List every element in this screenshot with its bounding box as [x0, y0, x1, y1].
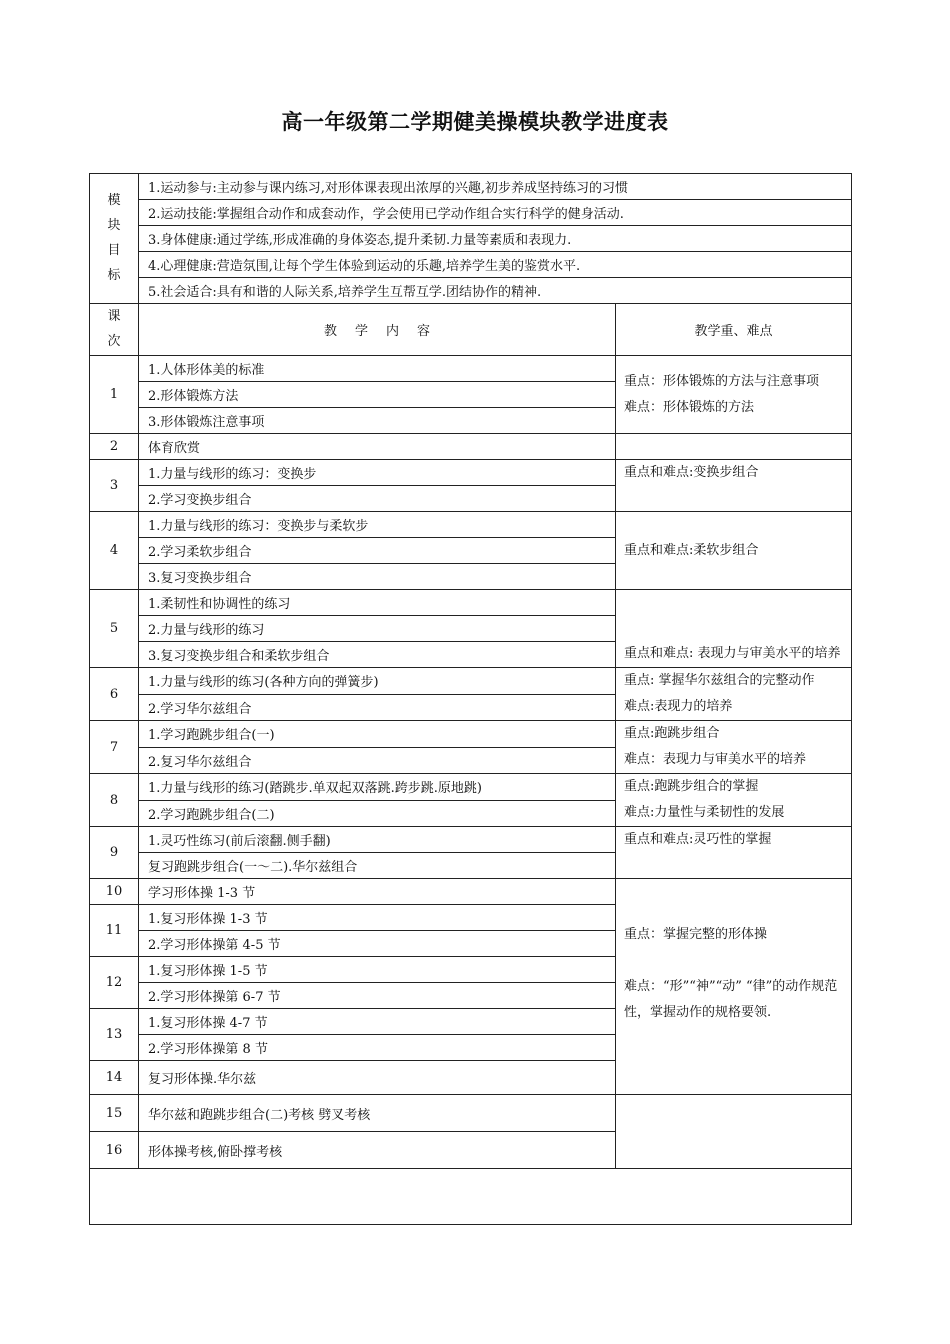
lesson-number: 6 — [90, 668, 139, 721]
lesson-content: 2.形体锻炼方法 — [139, 382, 616, 408]
content-header — [139, 304, 616, 356]
lesson-content: 体育欣赏 — [139, 434, 616, 460]
keypoints-header: 教学重、难点 — [616, 304, 852, 356]
spacer — [624, 948, 843, 974]
difficult-point: 难点：“形”“神”“动” “律”的动作规范性，掌握动作的规格要领. — [624, 978, 838, 1020]
lesson-content: 2.学习形体操第 8 节 — [139, 1035, 616, 1061]
difficult-point: 难点:力量性与柔韧性的发展 — [624, 805, 785, 820]
lesson-content: 2.学习变换步组合 — [139, 486, 616, 512]
keypoints-cell — [616, 356, 852, 434]
lesson-content: 3.复习变换步组合和柔软步组合 — [139, 642, 616, 668]
blank-row — [90, 1169, 852, 1225]
goals-label-char: 模 — [107, 193, 121, 208]
lesson-content: 2.力量与线形的练习 — [139, 616, 616, 642]
lesson-number: 12 — [90, 957, 139, 1009]
lesson-number: 3 — [90, 460, 139, 512]
lesson-content: 1.学习跑跳步组合(一) — [139, 721, 616, 748]
keypoints-cell: 重点和难点:灵巧性的掌握 — [616, 827, 852, 879]
lesson-content: 1.力量与线形的练习(踏跳步.单双起双落跳.跨步跳.原地跳) — [139, 774, 616, 801]
difficult-point: 难点:表现力的培养 — [624, 699, 733, 714]
goals-label-char: 目 — [107, 243, 121, 258]
goal-item: 3.身体健康:通过学练,形成准确的身体姿态,提升柔韧.力量等素质和表现力. — [139, 226, 852, 252]
goals-label-char: 标 — [107, 268, 121, 283]
lesson-content: 2.学习华尔兹组合 — [139, 694, 616, 721]
keypoints-cell-empty — [616, 434, 852, 460]
goal-item: 1.运动参与:主动参与课内练习,对形体课表现出浓厚的兴趣,初步养成坚持练习的习惯 — [139, 174, 852, 200]
lesson-content: 1.复习形体操 4-7 节 — [139, 1009, 616, 1035]
goals-label-char: 块 — [107, 218, 121, 233]
goals-label-cell — [90, 174, 139, 304]
lesson-content: 复习跑跳步组合(一～二).华尔兹组合 — [139, 853, 616, 879]
lesson-number: 14 — [90, 1061, 139, 1095]
document-title: 高一年级第二学期健美操模块教学进度表 — [281, 110, 669, 134]
lesson-number: 11 — [90, 905, 139, 957]
lesson-content: 2.学习跑跳步组合(二) — [139, 800, 616, 827]
lesson-number: 4 — [90, 512, 139, 590]
lesson-header-char: 课 — [107, 309, 121, 324]
difficult-point: 难点：表现力与审美水平的培养 — [624, 752, 807, 767]
lesson-content: 1.力量与线形的练习(各种方向的弹簧步) — [139, 668, 616, 695]
key-point: 重点: 掌握华尔兹组合的完整动作 — [624, 673, 815, 688]
key-point: 重点:跑跳步组合的掌握 — [624, 779, 759, 794]
key-point: 重点:跑跳步组合 — [624, 726, 720, 741]
lesson-content: 1.复习形体操 1-5 节 — [139, 957, 616, 983]
lesson-number-header — [90, 304, 139, 356]
teaching-schedule-table — [89, 173, 852, 1225]
lesson-content: 形体操考核,俯卧撑考核 — [139, 1132, 616, 1169]
lesson-header-char: 次 — [107, 334, 121, 349]
goal-item: 2.运动技能:掌握组合动作和成套动作，学会使用已学动作组合实行科学的健身活动. — [139, 200, 852, 226]
lesson-content: 3.形体锻炼注意事项 — [139, 408, 616, 434]
keypoints-cell — [616, 668, 852, 721]
lesson-content: 1.灵巧性练习(前后滚翻.侧手翻) — [139, 827, 616, 853]
keypoints-cell: 重点和难点: 表现力与审美水平的培养 — [616, 590, 852, 668]
lesson-content: 3.复习变换步组合 — [139, 564, 616, 590]
lesson-number: 5 — [90, 590, 139, 668]
lesson-content: 1.力量与线形的练习：变换步 — [139, 460, 616, 486]
lesson-content: 2.学习形体操第 6-7 节 — [139, 983, 616, 1009]
key-point: 重点：形体锻炼的方法与注意事项 — [624, 373, 820, 389]
content-header-char: 教 — [323, 324, 337, 339]
lesson-number: 16 — [90, 1132, 139, 1169]
lesson-number: 15 — [90, 1095, 139, 1132]
keypoints-cell: 重点和难点:柔软步组合 — [616, 512, 852, 590]
keypoints-cell: 重点和难点:变换步组合 — [616, 460, 852, 512]
content-header-char: 学 — [354, 324, 368, 339]
content-header-char: 内 — [386, 324, 400, 339]
lesson-content: 华尔兹和跑跳步组合(二)考核 劈叉考核 — [139, 1095, 616, 1132]
difficult-point: 难点：形体锻炼的方法 — [624, 399, 755, 415]
lesson-content: 2.学习柔软步组合 — [139, 538, 616, 564]
lesson-number: 2 — [90, 434, 139, 460]
lesson-content: 1.力量与线形的练习：变换步与柔软步 — [139, 512, 616, 538]
goal-item: 5.社会适合:具有和谐的人际关系,培养学生互帮互学.团结协作的精神. — [139, 278, 852, 304]
keypoints-cell — [616, 774, 852, 827]
content-header-char: 容 — [417, 324, 431, 339]
keypoints-cell — [616, 879, 852, 1095]
lesson-content: 学习形体操 1-3 节 — [139, 879, 616, 905]
goal-item: 4.心理健康:营造氛围,让每个学生体验到运动的乐趣,培养学生美的鉴赏水平. — [139, 252, 852, 278]
lesson-content: 2.学习形体操第 4-5 节 — [139, 931, 616, 957]
key-point: 重点：掌握完整的形体操 — [624, 926, 768, 942]
lesson-number: 10 — [90, 879, 139, 905]
keypoints-cell — [616, 721, 852, 774]
keypoints-cell-empty — [616, 1095, 852, 1169]
spacer — [624, 1026, 843, 1052]
lesson-number: 1 — [90, 356, 139, 434]
lesson-number: 9 — [90, 827, 139, 879]
lesson-content: 复习形体操.华尔兹 — [139, 1061, 616, 1095]
lesson-number: 8 — [90, 774, 139, 827]
lesson-content: 1.人体形体美的标准 — [139, 356, 616, 382]
lesson-content: 1.柔韧性和协调性的练习 — [139, 590, 616, 616]
lesson-number: 7 — [90, 721, 139, 774]
lesson-content: 2.复习华尔兹组合 — [139, 747, 616, 774]
lesson-number: 13 — [90, 1009, 139, 1061]
lesson-content: 1.复习形体操 1-3 节 — [139, 905, 616, 931]
